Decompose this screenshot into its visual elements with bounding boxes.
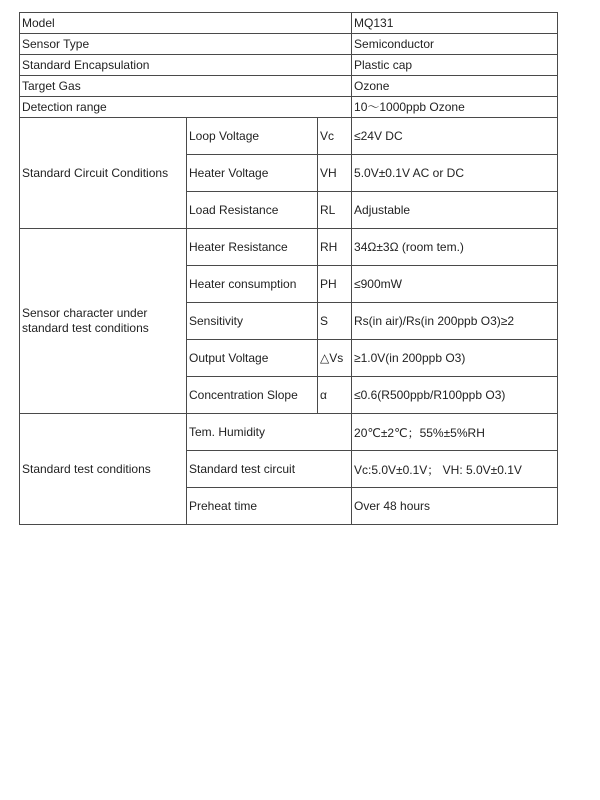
- param-symbol: Vc: [318, 118, 352, 155]
- param-symbol: VH: [318, 155, 352, 192]
- param-value: 20℃±2℃；55%±5%RH: [352, 414, 558, 451]
- param-name: Load Resistance: [187, 192, 318, 229]
- param-symbol: PH: [318, 266, 352, 303]
- row-value: Plastic cap: [352, 55, 558, 76]
- specifications-table: [19, 12, 558, 525]
- param-name: Output Voltage: [187, 340, 318, 377]
- param-symbol: α: [318, 377, 352, 414]
- param-value: ≤24V DC: [352, 118, 558, 155]
- table-row: [20, 97, 558, 118]
- param-value: Vc:5.0V±0.1V； VH: 5.0V±0.1V: [352, 451, 558, 488]
- param-name: Preheat time: [187, 488, 352, 525]
- circuit-conditions-header: Standard Circuit Conditions: [20, 118, 187, 229]
- table-row: [20, 414, 558, 451]
- table-row: [20, 13, 558, 34]
- param-symbol: RL: [318, 192, 352, 229]
- param-name: Sensitivity: [187, 303, 318, 340]
- table-row: [20, 55, 558, 76]
- param-name: Heater consumption: [187, 266, 318, 303]
- row-label: Detection range: [20, 97, 352, 118]
- param-value: ≤900mW: [352, 266, 558, 303]
- param-value: Adjustable: [352, 192, 558, 229]
- table-row: [20, 76, 558, 97]
- row-value: MQ131: [352, 13, 558, 34]
- row-value: Semiconductor: [352, 34, 558, 55]
- param-symbol: RH: [318, 229, 352, 266]
- sensor-character-header: Sensor character under standard test conditions: [20, 229, 187, 414]
- row-label: Model: [20, 13, 352, 34]
- row-label: Standard Encapsulation: [20, 55, 352, 76]
- param-symbol: S: [318, 303, 352, 340]
- row-label: Target Gas: [20, 76, 352, 97]
- param-value: 5.0V±0.1V AC or DC: [352, 155, 558, 192]
- param-symbol: △Vs: [318, 340, 352, 377]
- param-name: Tem. Humidity: [187, 414, 352, 451]
- param-name: Concentration Slope: [187, 377, 318, 414]
- row-value: 10～1000ppb Ozone: [352, 97, 558, 118]
- param-value: ≥1.0V(in 200ppb O3): [352, 340, 558, 377]
- param-name: Standard test circuit: [187, 451, 352, 488]
- table-row: [20, 229, 558, 266]
- param-value: 34Ω±3Ω (room tem.): [352, 229, 558, 266]
- param-value: ≤0.6(R500ppb/R100ppb O3): [352, 377, 558, 414]
- table-row: [20, 34, 558, 55]
- param-name: Heater Voltage: [187, 155, 318, 192]
- param-name: Loop Voltage: [187, 118, 318, 155]
- param-name: Heater Resistance: [187, 229, 318, 266]
- table-row: [20, 118, 558, 155]
- param-value: Rs(in air)/Rs(in 200ppb O3)≥2: [352, 303, 558, 340]
- param-value: Over 48 hours: [352, 488, 558, 525]
- row-value: Ozone: [352, 76, 558, 97]
- row-label: Sensor Type: [20, 34, 352, 55]
- test-conditions-header: Standard test conditions: [20, 414, 187, 525]
